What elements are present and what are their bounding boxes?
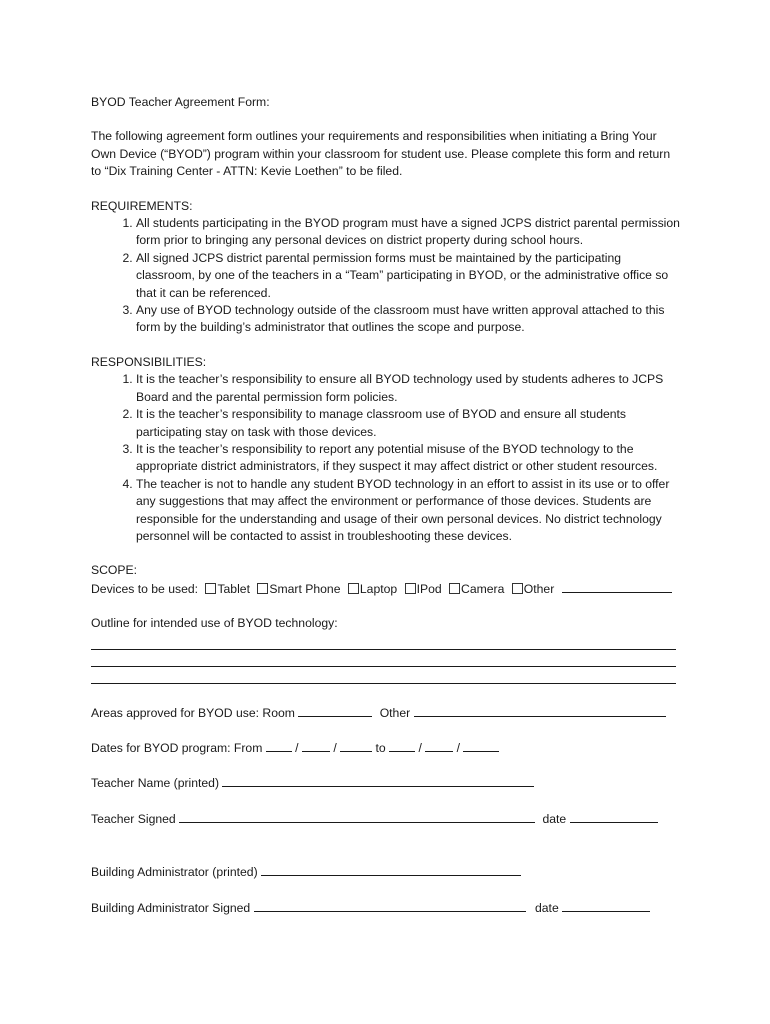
date-separator: / xyxy=(295,740,299,755)
from-year-field[interactable] xyxy=(340,739,372,752)
intro-paragraph: The following agreement form outlines your requirements and responsibilities when initiating a Bring Your Own Device (“BYOD”) program within your classroom for student use. Please complete this form and return to “Dix Training Center - ATTN: Kevie Loethen” to be filed. xyxy=(91,129,671,179)
device-label: Other xyxy=(523,581,555,596)
other-checkbox[interactable] xyxy=(512,583,523,594)
to-month-field[interactable] xyxy=(389,739,415,752)
admin-name-row xyxy=(91,863,691,881)
camera-checkbox[interactable] xyxy=(449,583,460,594)
date-separator: / xyxy=(333,740,337,755)
date-separator: / xyxy=(456,740,460,755)
teacher-name-label: Teacher Name (printed) xyxy=(91,776,220,791)
tablet-checkbox[interactable] xyxy=(205,583,216,594)
teacher-signed-label: Teacher Signed xyxy=(91,811,176,826)
devices-label: Devices to be used: xyxy=(91,581,199,596)
dates-label: Dates for BYOD program: From xyxy=(91,740,263,755)
form-title: BYOD Teacher Agreement Form: xyxy=(91,95,270,109)
areas-row xyxy=(91,704,691,722)
requirements-list xyxy=(91,215,681,337)
other-device-field[interactable] xyxy=(562,580,672,593)
requirements-heading: REQUIREMENTS: xyxy=(91,198,193,213)
teacher-name-field[interactable] xyxy=(222,774,534,787)
areas-other-label: Other xyxy=(379,705,411,720)
list-item: 2. All signed JCPS district parental permission forms must be maintained by the participating classroom, by one of the teachers in a “Team” participating in BYOD, or the administrative office so that it can be referenced. xyxy=(136,250,681,302)
scope-heading: SCOPE: xyxy=(91,563,138,578)
device-label: Smart Phone xyxy=(269,581,341,596)
device-label: Tablet xyxy=(217,581,250,596)
device-label: Laptop xyxy=(359,581,398,596)
ipod-checkbox[interactable] xyxy=(405,583,416,594)
date-separator: / xyxy=(418,740,422,755)
date-label: date xyxy=(535,900,559,915)
admin-date-field[interactable] xyxy=(562,899,650,912)
list-item: 4. The teacher is not to handle any student BYOD technology in an effort to assist in its use or to offer any suggestions that may affect the environment or performance of those devices. Students are responsible for the understanding and usage of their own personal devices. No district technology personnel will be contacted to assist in troubleshooting these devices. xyxy=(136,476,681,546)
list-item: 3. It is the teacher’s responsibility to report any potential misuse of the BYOD technology to the appropriate district administrators, if they suspect it may affect district or other student resources. xyxy=(136,441,681,476)
admin-signed-label: Building Administrator Signed xyxy=(91,900,251,915)
devices-row xyxy=(91,580,691,598)
areas-label: Areas approved for BYOD use: Room xyxy=(91,705,295,720)
teacher-signature-field[interactable] xyxy=(179,810,535,823)
to-year-field[interactable] xyxy=(463,739,499,752)
outline-line-3[interactable] xyxy=(91,667,676,684)
list-item: 3. Any use of BYOD technology outside of the classroom must have written approval attached to this form by the building’s administrator that outlines the scope and purpose. xyxy=(136,302,681,337)
from-month-field[interactable] xyxy=(266,739,292,752)
teacher-signed-row xyxy=(91,810,691,828)
admin-name-field[interactable] xyxy=(261,863,521,876)
admin-signature-field[interactable] xyxy=(254,899,526,912)
responsibilities-list xyxy=(91,371,681,545)
device-label: IPod xyxy=(416,581,442,596)
responsibilities-heading: RESPONSIBILITIES: xyxy=(91,354,207,369)
admin-name-label: Building Administrator (printed) xyxy=(91,865,258,880)
admin-signed-row xyxy=(91,899,691,917)
room-field[interactable] xyxy=(298,704,372,717)
to-day-field[interactable] xyxy=(425,739,453,752)
areas-other-field[interactable] xyxy=(414,704,666,717)
dates-row xyxy=(91,739,691,757)
from-day-field[interactable] xyxy=(302,739,330,752)
list-item: 1. It is the teacher’s responsibility to ensure all BYOD technology used by students adheres to JCPS Board and the parental permission form policies. xyxy=(136,371,681,406)
form-page xyxy=(91,94,691,917)
list-item: 2. It is the teacher’s responsibility to manage classroom use of BYOD and ensure all students participating stay on task with those devices. xyxy=(136,406,681,441)
date-label: date xyxy=(542,811,567,826)
list-item: 1. All students participating in the BYOD program must have a signed JCPS district parental permission form prior to bringing any personal devices on district property during school hours. xyxy=(136,215,681,250)
outline-label: Outline for intended use of BYOD technology: xyxy=(91,616,338,631)
to-label: to xyxy=(375,740,386,755)
laptop-checkbox[interactable] xyxy=(348,583,359,594)
smart-phone-checkbox[interactable] xyxy=(257,583,268,594)
device-label: Camera xyxy=(461,581,505,596)
teacher-name-row xyxy=(91,774,691,792)
teacher-date-field[interactable] xyxy=(570,810,658,823)
outline-line-2[interactable] xyxy=(91,650,676,667)
outline-line-1[interactable] xyxy=(91,633,676,650)
